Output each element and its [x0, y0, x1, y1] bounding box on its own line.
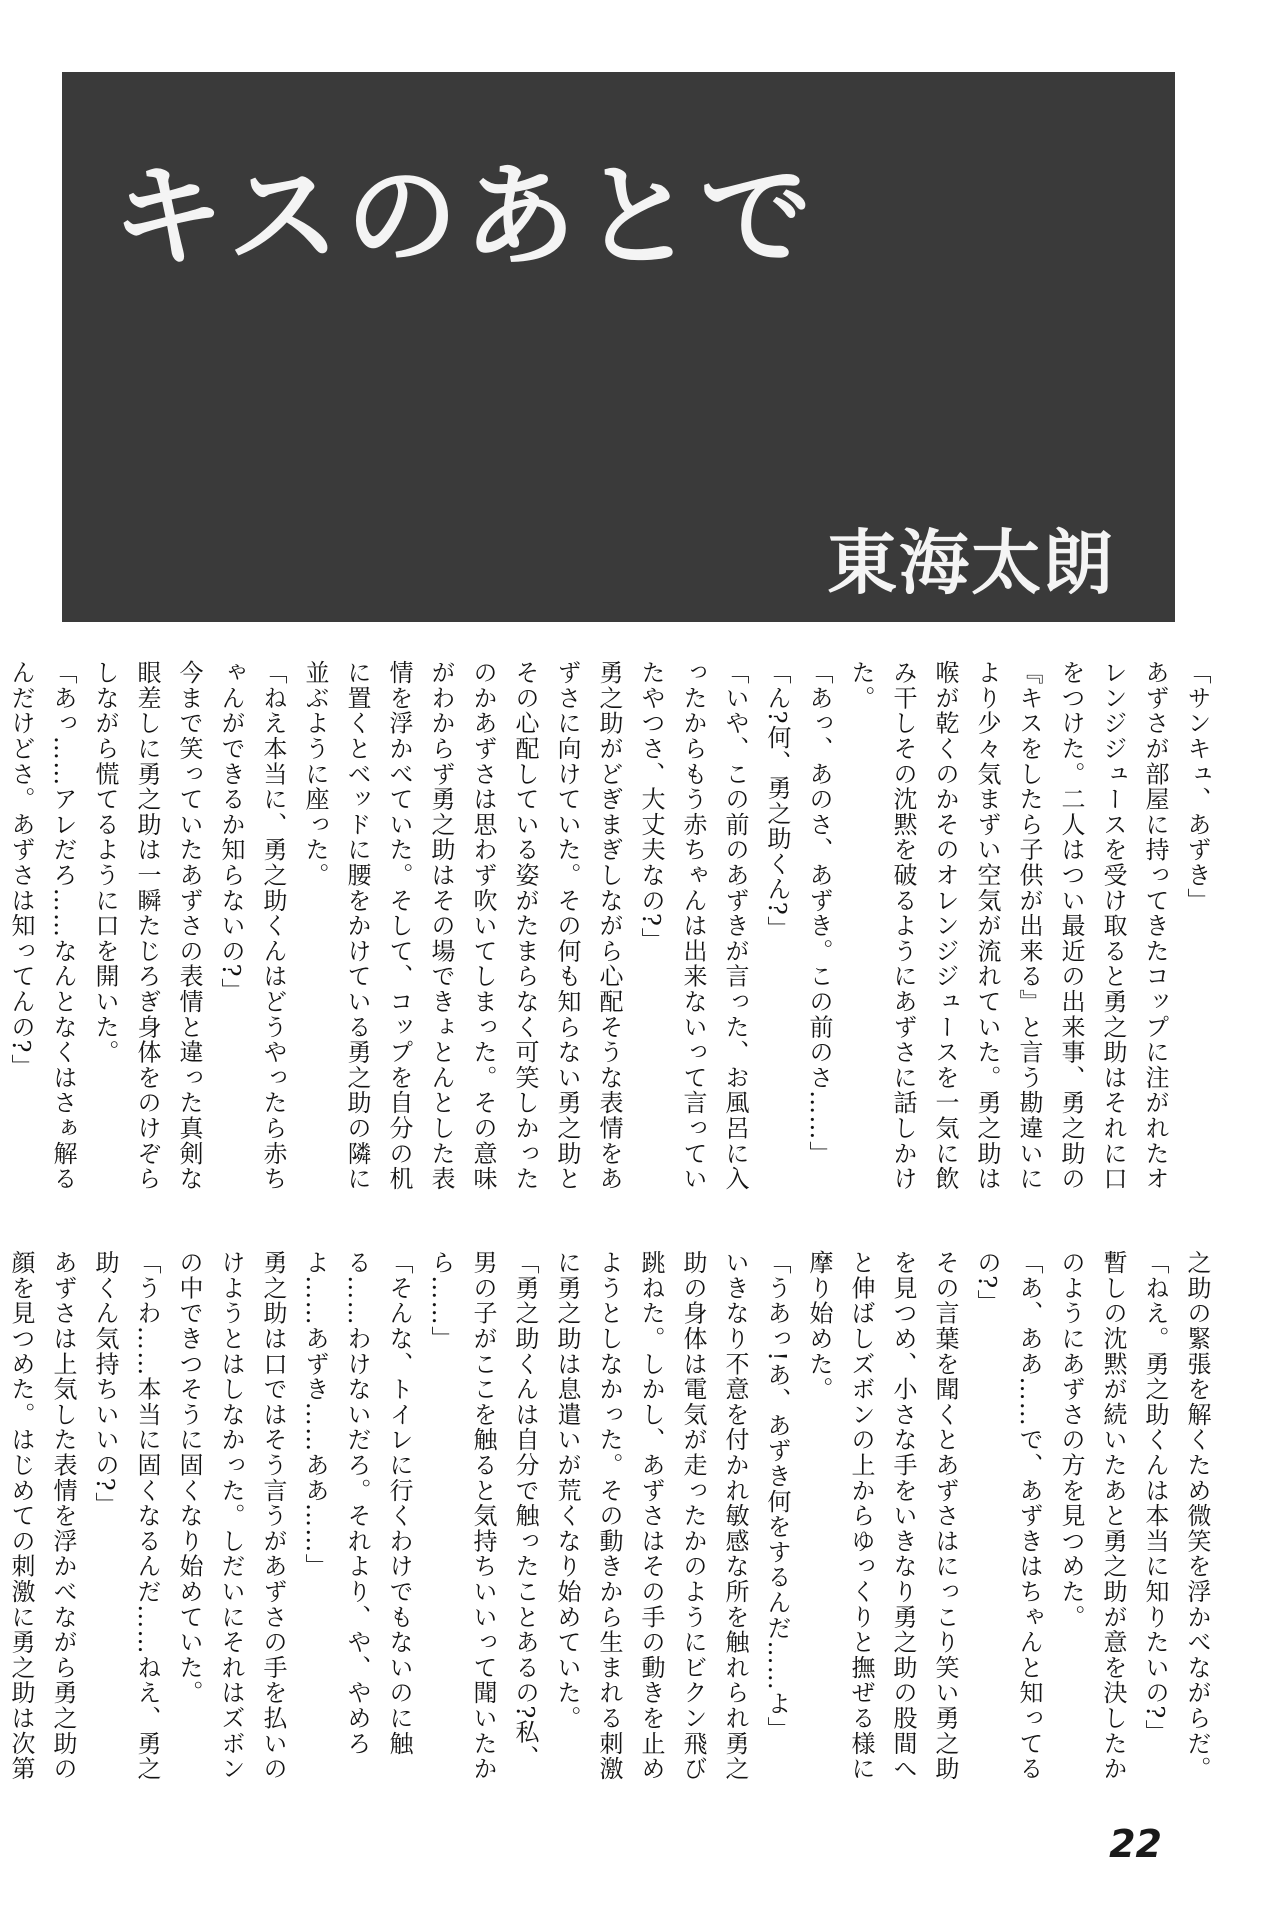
paragraph: 「サンキュ、あずき」	[1183, 660, 1211, 913]
paragraph: あずさは上気した表情を浮かべながら勇之助の顔を見つめた。はじめての刺激に勇之助は次第	[7, 1250, 77, 1782]
author-name: 東海太朗	[827, 522, 1115, 604]
story-title: キスのあとで	[112, 152, 818, 282]
page-number: 22	[1109, 1822, 1162, 1866]
paragraph: 「いや、この前のあずきが言った、お風呂に入ったからもう赤ちゃんは出来ないって言っていたやつさ、大丈夫なの?」	[637, 660, 749, 1192]
paragraph: 「あっ、あのさ、あずき。この前のさ……」	[805, 660, 833, 1166]
paragraph: 暫しの沈黙が続いたあと勇之助が意を決したかのようにあずさの方を見つめた。	[1057, 1250, 1127, 1782]
paragraph: 「勇之助くんは自分で触ったことあるの?私、男の子がここを触ると気持ちいいって聞いたから……」	[427, 1250, 539, 1782]
paragraph: 「あ、ああ……で、あずきはちゃんと知ってるの?」	[973, 1250, 1043, 1782]
paragraph: 「ん?何、勇之助くん?」	[763, 660, 791, 942]
paragraph: 今まで笑っていたあずさの表情と違った真剣な眼差しに勇之助は一瞬たじろぎ身体をのけぞらしながら慌てるように口を開いた。	[91, 660, 203, 1192]
title-banner	[62, 72, 1175, 622]
paragraph: 「うあっ!あ、あずき何をするんだ……よ」	[763, 1250, 791, 1742]
paragraph: 「ねえ本当に、勇之助くんはどうやったら赤ちゃんができるか知らないの?」	[217, 660, 287, 1192]
paragraph: あずさが部屋に持ってきたコップに注がれたオレンジジュースを受け取ると勇之助はそれに口をつけた。二人はつい最近の出来事、勇之助の『キスをしたら子供が出来る』と言う勘違いにより少々気まずい空気が流れていた。勇之助は喉が乾くのかそのオレンジジュースを一気に飲み干しその沈黙を破るようにあずさに話しかけた。	[847, 660, 1169, 1192]
paragraph: 「うわ……本当に固くなるんだ……ねえ、勇之助くん気持ちいいの?」	[91, 1250, 161, 1782]
paragraph: その言葉を聞くとあずさはにっこり笑い勇之助を見つめ、小さな手をいきなり勇之助の股間へと伸ばしズボンの上からゆっくりと撫ぜる様に摩り始めた。	[805, 1250, 959, 1782]
paragraph: 勇之助がどぎまぎしながら心配そうな表情をあずさに向けていた。その何も知らない勇之助とその心配している姿がたまらなく可笑しかったのかあずさは思わず吹いてしまった。その意味がわからず勇之助はその場できょとんとした表情を浮かべていた。そして、コップを自分の机に置くとベッドに腰をかけている勇之助の隣に並ぶように座った。	[301, 660, 623, 1192]
paragraph: いきなり不意を付かれ敏感な所を触れられ勇之助の身体は電気が走ったかのようにビクン飛び跳ねた。しかし、あずさはその手の動きを止めようとしなかった。その動きから生まれる刺激に勇之助は息遣いが荒くなり始めていた。	[553, 1250, 749, 1782]
paragraph: 之助の緊張を解くため微笑を浮かべながらだ。	[1183, 1250, 1211, 1782]
paragraph: 勇之助は口ではそう言うがあずさの手を払いのけようとはしなかった。しだいにそれはズボンの中できつそうに固くなり始めていた。	[175, 1250, 287, 1782]
paragraph: 「そんな、トイレに行くわけでもないのに触る……わけないだろ。それより、や、やめろよ……あずき……ああ……」	[301, 1250, 413, 1756]
lower-text-block	[7, 1250, 1218, 1785]
upper-text-block	[7, 660, 1218, 1215]
paragraph: 「あっ……アレだろ……なんとなくはさぁ解るんだけどさ。あずさは知ってんの?」	[7, 660, 77, 1192]
paragraph: 「ねえ。勇之助くんは本当に知りたいの?」	[1141, 1250, 1169, 1745]
